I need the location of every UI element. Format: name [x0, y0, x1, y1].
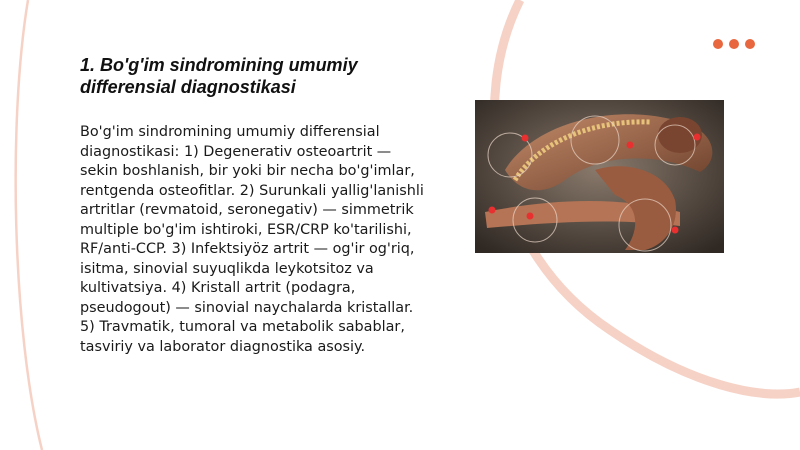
joint-pain-illustration — [475, 100, 724, 253]
three-dots-menu-icon — [713, 39, 755, 49]
dot-icon — [713, 39, 723, 49]
dot-icon — [729, 39, 739, 49]
slide-title: 1. Bo'g'im sindromining umumiy differensial diagnostikasi — [80, 55, 358, 97]
left-arc — [16, 0, 42, 450]
dot-icon — [745, 39, 755, 49]
slide-body-text: Bo'g'im sindromining umumiy differensial diagnostikasi: 1) Degenerativ osteoartrit — sekin boshlanish, bir yoki bir necha bo'g'imlar, rentgenda osteofitlar. 2) Surunkali yallig'lanishli artritlar (revmatoid, seronegativ) — simmetrik multiple bo'g'im ishtiroki, ESR/CRP ko'tarilishi, RF/anti-CCP. 3) Infektsiyöz artrit — og'ir og'riq, isitma, sinovial suyuqlikda leykotsitoz va kultivatsiya. 4) Kristall artrit (podagra, pseudogout) — sinovial naychalarda kristallar. 5) Travmatik, tumoral va metabolik sabablar, tasviriy va laborator diagnostika asosiy. — [80, 124, 424, 355]
